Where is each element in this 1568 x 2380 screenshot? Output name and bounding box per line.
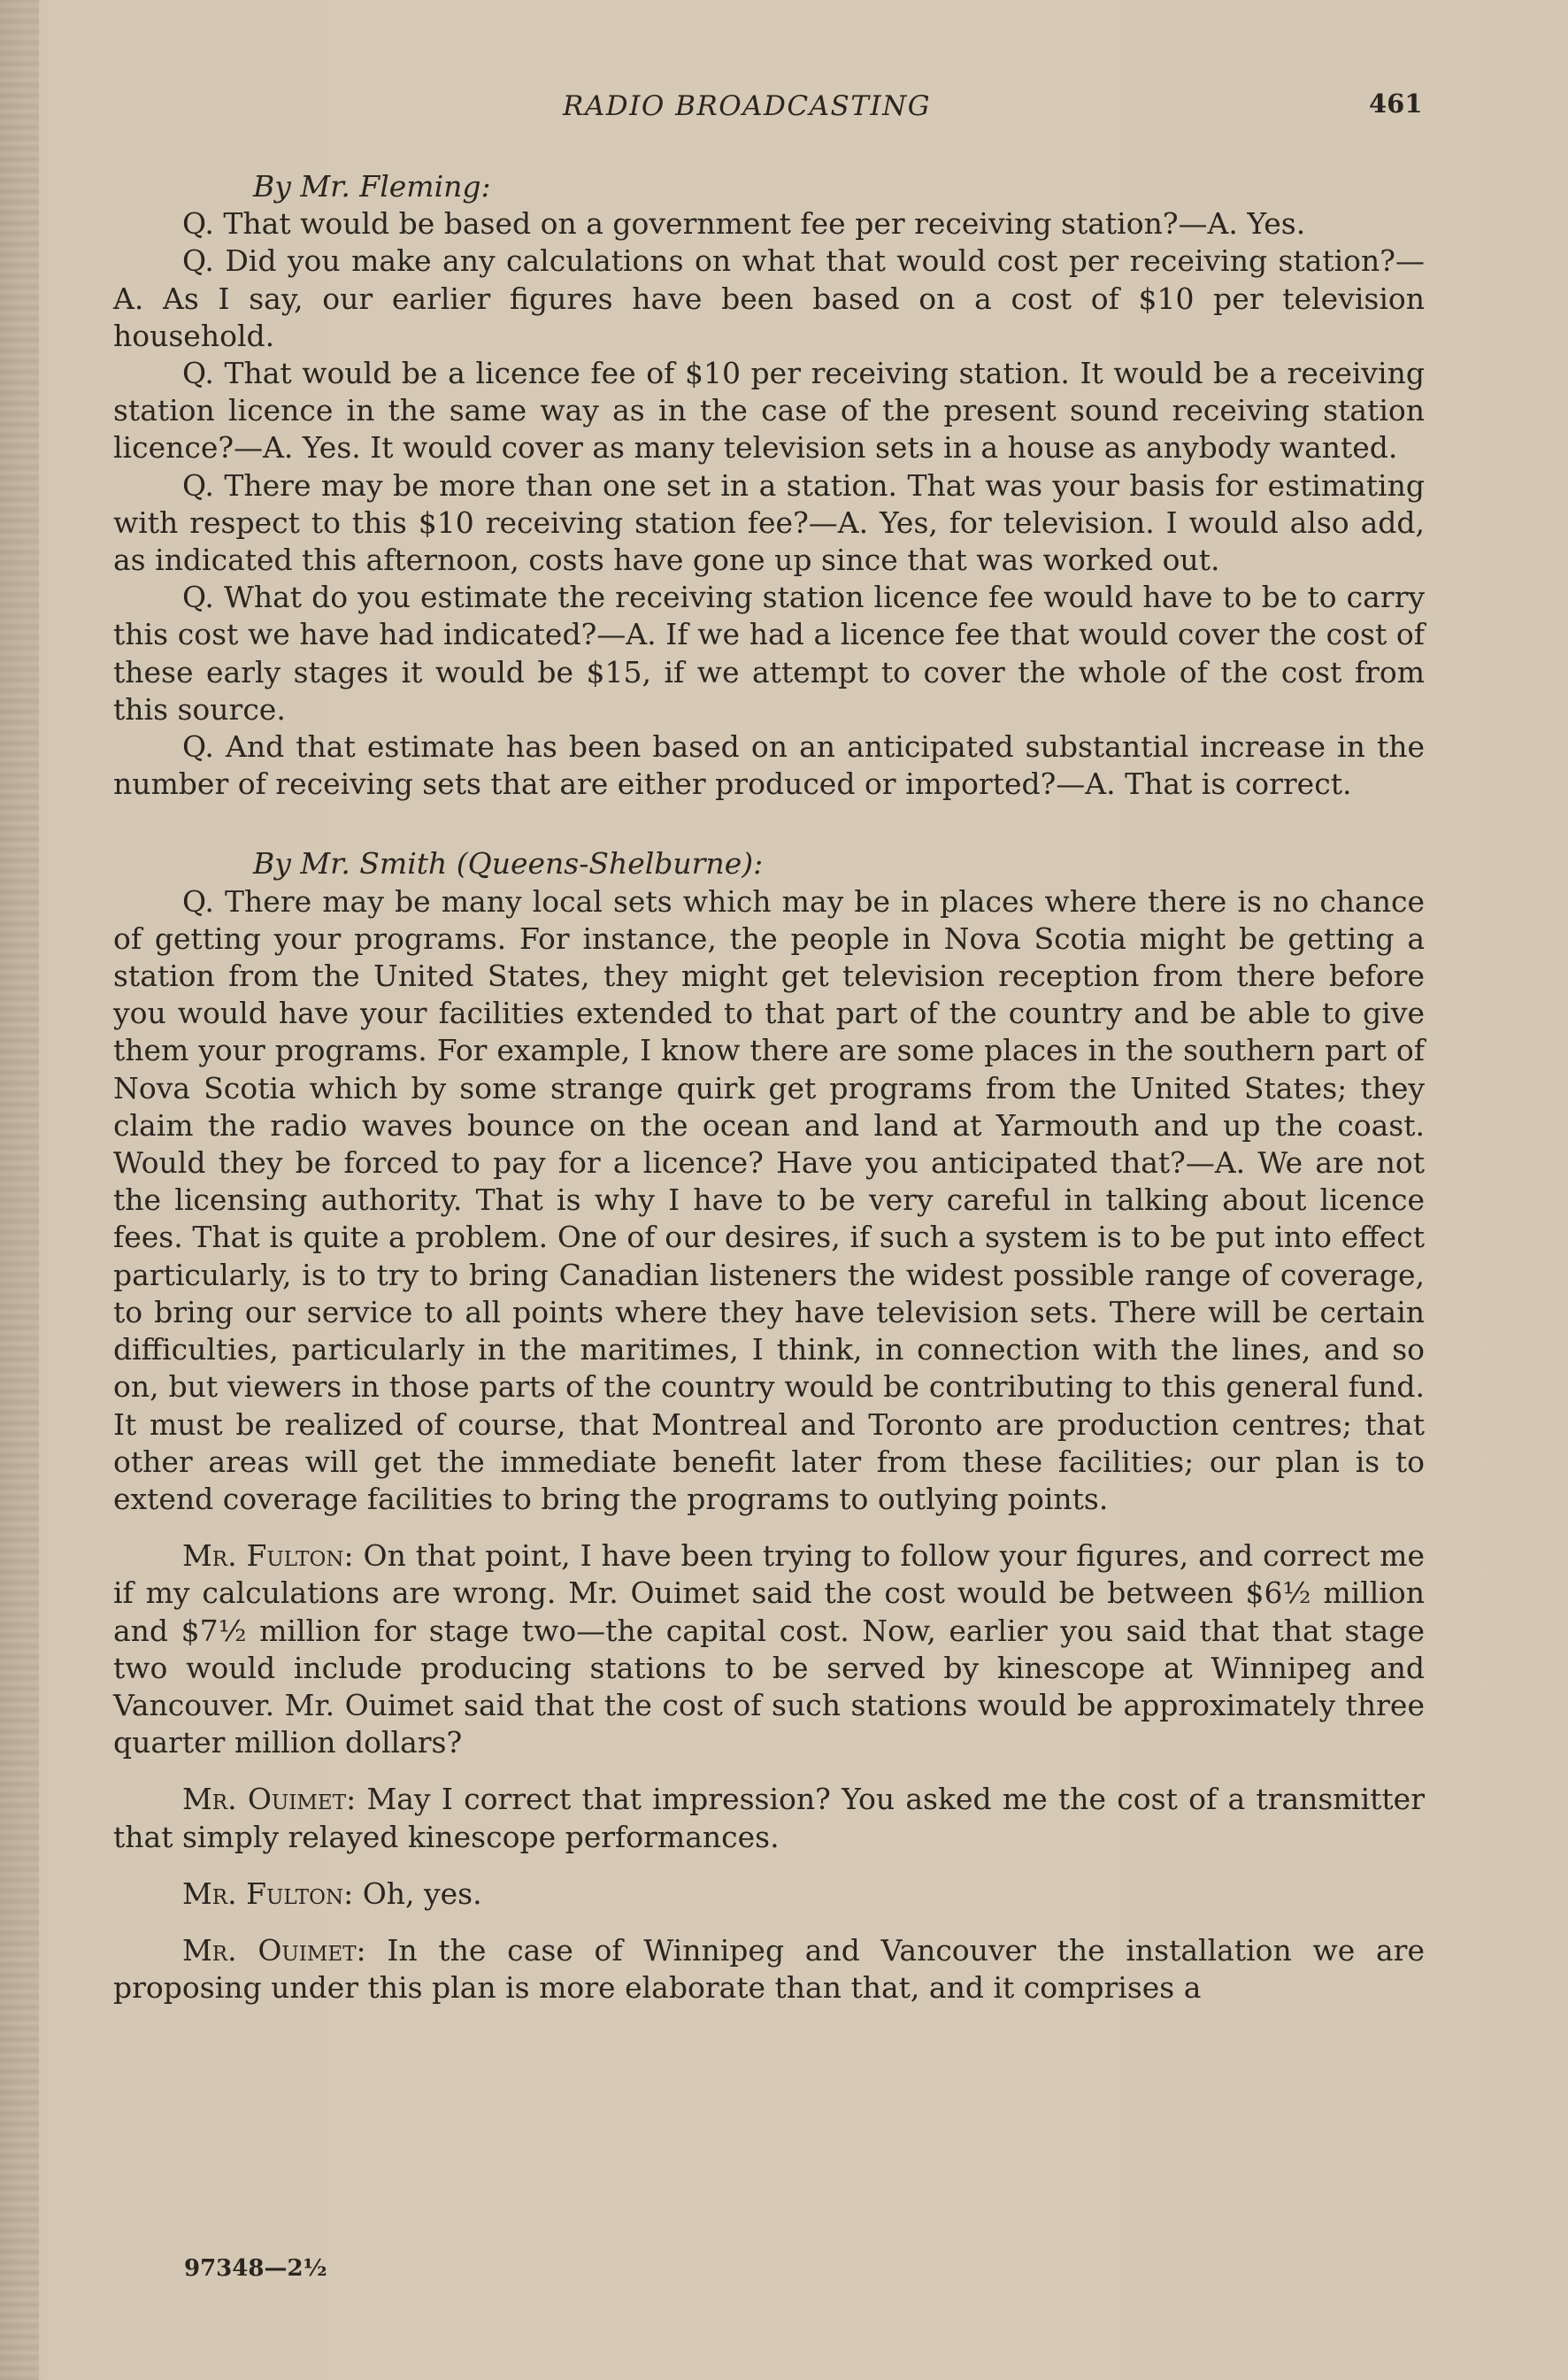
speaker-heading-fleming: By Mr. Fleming: [253, 169, 491, 204]
statement-paragraph [113, 1537, 1425, 1761]
section-spacer [113, 803, 1425, 845]
statement-text: Oh, yes. [362, 1876, 482, 1911]
section-spacer [113, 1761, 1425, 1781]
page-number: 461 [1369, 89, 1423, 119]
speaker-label: Mr. Ouimet: [182, 1932, 366, 1968]
speaker-heading-smith: By Mr. Smith (Queens-Shelburne): [253, 846, 764, 882]
section-spacer [113, 1913, 1425, 1932]
question-answer-paragraph: Q. And that estimate has been based on an anticipated substantial increase in the number of receiving sets that are either produced or imported?—A. That is correct. [113, 729, 1425, 802]
statement-text: In the case of Winnipeg and Vancouver the installation we are proposing under this plan is more elaborate than that, and it comprises a [113, 1932, 1425, 2006]
question-answer-paragraph: Q. That would be a licence fee of $10 per receiving station. It would be a receiving station licence in the same way as in the case of the present sound receiving station licence?—A. Yes. It would cover as many television sets in a house as anybody wanted. [113, 356, 1425, 466]
statement-text: May I correct that impression? You asked me the cost of a transmitter that simply relayed kinescope performances. [113, 1782, 1425, 1854]
section-spacer [113, 1856, 1425, 1876]
speaker-label: Mr. Fulton: [182, 1876, 354, 1911]
statement-paragraph [113, 1781, 1425, 1855]
page-body [113, 168, 1425, 2006]
statement-paragraph [113, 1876, 1425, 1913]
question-answer-paragraph: Q. What do you estimate the receiving station licence fee would have to be to carry this cost we have had indicated?—A. If we had a licence fee that would cover the cost of these early stages it would be $15, if we attempt to cover the whole of the cost from this source. [113, 580, 1425, 727]
statement-text: On that point, I have been trying to follow your figures, and correct me if my calculations are wrong. Mr. Ouimet said the cost would be between $6½ million and $7½ million for stage two—the capital cost. Now, earlier you said that that stage two would include producing stations to be served by kinescope at Winnipeg and Vancouver. Mr. Ouimet said that the cost of such stations would be approximately three quarter million dollars? [113, 1538, 1425, 1760]
section-spacer [113, 1518, 1425, 1537]
statement-paragraph [113, 1932, 1425, 2006]
running-head-title: RADIO BROADCASTING [563, 90, 932, 122]
question-answer-paragraph: Q. There may be more than one set in a station. That was your basis for estimating with respect to this $10 receiving station fee?—A. Yes, for television. I would also add, as indicated this afternoon, costs have gone up since that was worked out. [113, 467, 1425, 578]
running-head [0, 89, 1568, 133]
question-answer-paragraph: Q. Did you make any calculations on what that would cost per receiving station?—A. As I say, our earlier figures have been based on a cost of $10 per television household. [113, 243, 1425, 353]
question-answer-paragraph: Q. There may be many local sets which may be in places where there is no chance of getting your programs. For instance, the people in Nova Scotia might be getting a station from the United States, they might get television reception from there before you would have your facilities extended to that part of the country and be able to give them your programs. For example, I know there are some places in the southern part of Nova Scotia which by some strange quirk get programs from the United States; they claim the radio waves bounce on the ocean and land at Yarmouth and up the coast. Would they be forced to pay for a licence? Have you anticipated that?—A. We are not the licensing authority. That is why I have to be very careful in talking about licence fees. That is quite a problem. One of our desires, if such a system is to be put into effect particularly, is to try to bring Canadian listeners the widest possible range of coverage, to bring our service to all points where they have television sets. There will be certain difficulties, particularly in the maritimes, I think, in connection with the lines, and so on, but viewers in those parts of the country would be contributing to this general fund. It must be realized of course, that Montreal and Toronto are production centres; that other areas will get the immediate benefit later from these facilities; our plan is to extend coverage facilities to bring the programs to outlying points. [113, 883, 1425, 1516]
question-answer-paragraph: Q. That would be based on a government fee per receiving station?—A. Yes. [182, 206, 1306, 242]
print-code: 97348—2½ [184, 2255, 327, 2282]
binding-edge [0, 0, 39, 2380]
speaker-label: Mr. Ouimet: [182, 1782, 357, 1817]
speaker-label: Mr. Fulton: [182, 1538, 354, 1574]
